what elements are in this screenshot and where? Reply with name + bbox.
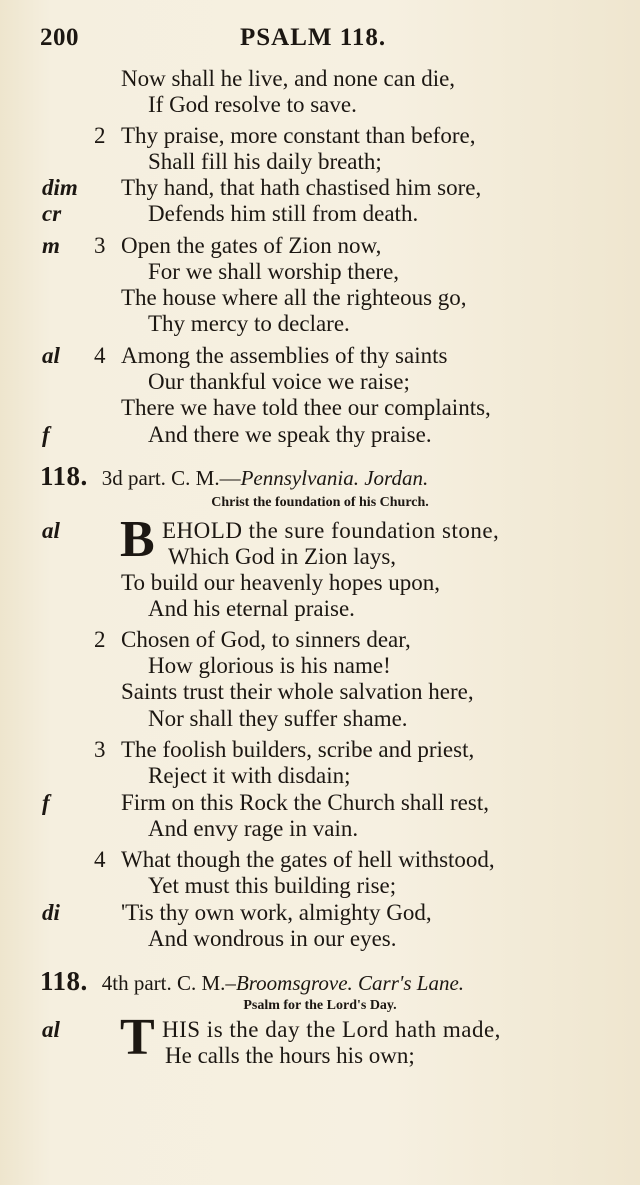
verse-line: Chosen of God, to sinners dear, <box>121 627 411 652</box>
verse-line: Now shall he live, and none can die, <box>121 66 456 91</box>
drop-cap: B <box>120 511 155 568</box>
stanza-number: 4 <box>94 343 106 368</box>
dynamic-mark: f <box>42 422 50 447</box>
verse-line: HIS is the day the Lord hath made, <box>162 1017 501 1042</box>
verse-line: EHOLD the sure foundation stone, <box>162 518 500 543</box>
hymn-meter: 4th part. C. M.– <box>101 971 236 995</box>
verse-line: Reject it with disdain; <box>148 763 351 788</box>
verse-line: If God resolve to save. <box>148 92 357 117</box>
drop-cap: T <box>120 1009 155 1066</box>
hymn-number: 118. <box>40 966 88 996</box>
stanza-number: 2 <box>94 627 106 652</box>
stanza-number: 4 <box>94 847 106 872</box>
page-header <box>40 24 610 56</box>
page-number: 200 <box>40 24 79 51</box>
verse-line: Our thankful voice we raise; <box>148 369 410 394</box>
tune-names: Pennsylvania. Jordan. <box>240 466 429 490</box>
hymn-subtitle: Psalm for the Lord's Day. <box>243 998 397 1013</box>
verse-line: How glorious is his name! <box>148 653 391 678</box>
verse-line: Defends him still from death. <box>148 201 419 226</box>
verse-line: Thy mercy to declare. <box>148 311 350 336</box>
stanza-number: 3 <box>94 233 106 258</box>
hymn-heading <box>40 966 464 997</box>
verse-line: Among the assemblies of thy saints <box>121 343 448 368</box>
tune-names: Broomsgrove. Carr's Lane. <box>235 971 465 995</box>
verse-line: Firm on this Rock the Church shall rest, <box>121 790 489 815</box>
dynamic-mark: al <box>42 343 60 368</box>
verse-line: The house where all the righteous go, <box>121 285 467 310</box>
dynamic-mark: m <box>42 233 60 258</box>
verse-line: The foolish builders, scribe and priest, <box>121 737 475 762</box>
stanza-number: 2 <box>94 123 106 148</box>
dynamic-mark: dim <box>42 175 78 200</box>
dynamic-mark: f <box>42 790 50 815</box>
hymn-meter: 3d part. C. M.— <box>101 466 241 490</box>
running-title: PSALM 118. <box>240 24 387 51</box>
verse-line: For we shall worship there, <box>148 259 400 284</box>
verse-line: Which God in Zion lays, <box>168 544 397 569</box>
verse-line: Nor shall they suffer shame. <box>148 706 408 731</box>
verse-line: Yet must this building rise; <box>148 873 397 898</box>
verse-line: And there we speak thy praise. <box>148 422 432 447</box>
dynamic-mark: cr <box>42 201 62 226</box>
stanza-number: 3 <box>94 737 106 762</box>
hymn-number: 118. <box>40 461 88 491</box>
verse-line: Shall fill his daily breath; <box>148 149 382 174</box>
verse-line: Open the gates of Zion now, <box>121 233 382 258</box>
verse-line: He calls the hours his own; <box>165 1043 415 1068</box>
dynamic-mark: di <box>42 900 60 925</box>
verse-line: There we have told thee our complaints, <box>121 395 491 420</box>
verse-line: Saints trust their whole salvation here, <box>121 679 474 704</box>
verse-line: Thy hand, that hath chastised him sore, <box>121 175 482 200</box>
dynamic-mark: al <box>42 518 60 543</box>
verse-line: Thy praise, more constant than before, <box>121 123 476 148</box>
verse-line: To build our heavenly hopes upon, <box>121 570 441 595</box>
dynamic-mark: al <box>42 1017 60 1042</box>
verse-line: What though the gates of hell withstood, <box>121 847 495 872</box>
hymn-subtitle: Christ the foundation of his Church. <box>211 495 429 510</box>
hymn-heading <box>40 461 428 492</box>
verse-line: And his eternal praise. <box>148 596 355 621</box>
verse-line: And envy rage in vain. <box>148 816 359 841</box>
verse-line: 'Tis thy own work, almighty God, <box>121 900 432 925</box>
verse-line: And wondrous in our eyes. <box>148 926 397 951</box>
